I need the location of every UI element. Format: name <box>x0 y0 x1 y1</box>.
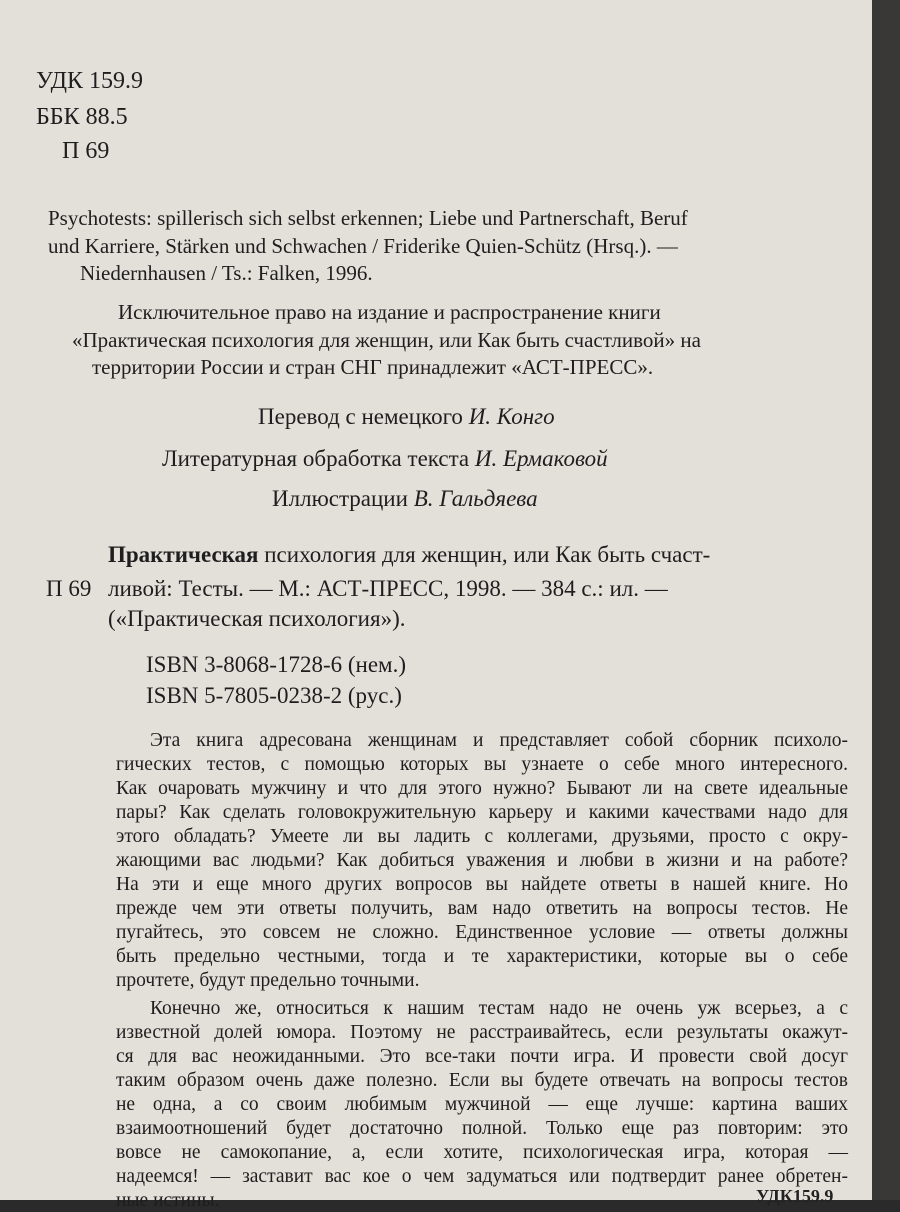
translation-label: Перевод с немецкого <box>258 404 463 429</box>
annotation-line: пары? Как сделать головокружительную карьеру и какими качествами надо для <box>116 802 848 823</box>
annotation-line: быть предельно честными, тогда и те характеристики, которые вы о себе <box>116 946 848 967</box>
bibliographic-title-bold: Практическая <box>108 542 259 567</box>
annotation-line: Конечно же, относиться к нашим тестам надо не очень уж всерьез, а с <box>150 998 848 1019</box>
illustrations-credit <box>272 486 538 512</box>
book-spine-shadow <box>872 0 900 1200</box>
annotation-line: прочтете, будут предельно точными. <box>116 970 420 991</box>
author-mark: П 69 <box>62 138 110 164</box>
rights-line: «Практическая психология для женщин, или Как быть счастливой» на <box>72 328 701 352</box>
isbn-russian: ISBN 5-7805-0238-2 (рус.) <box>146 683 402 708</box>
annotation-line: На эти и еще много других вопросов вы найдете ответы в нашей книге. Но <box>116 874 848 895</box>
annotation-line: пугайтесь, это совсем не сложно. Единственное условие — ответы должны <box>116 922 848 943</box>
bibliographic-line-3: («Практическая психология»). <box>108 606 406 631</box>
bottom-catalog-fragment: УДК159.9 <box>756 1186 834 1206</box>
annotation-line: этого обладать? Умеете ли вы ладить с коллегами, друзьями, просто с окру- <box>116 826 848 847</box>
translator-name: И. Конго <box>468 404 555 429</box>
annotation-line: таким образом очень даже полезно. Если вы будете отвечать на вопросы тестов <box>116 1070 848 1091</box>
udk-code: УДК 159.9 <box>36 68 143 94</box>
translation-credit <box>258 404 555 430</box>
illustrator-name: В. Гальдяева <box>413 486 538 511</box>
bleed-through-text <box>200 70 206 97</box>
original-edition-line: Psychotests: spillerisch sich selbst erkennen; Liebe und Partnerschaft, Beruf <box>48 206 688 230</box>
rights-line: Исключительное право на издание и распространение книги <box>118 300 661 324</box>
annotation-line: ся для вас неожиданными. Это все-таки почти игра. И провести свой досуг <box>116 1046 848 1067</box>
annotation-line: известной долей юмора. Поэтому не расстраивайтесь, если результаты окажут- <box>116 1022 848 1043</box>
original-edition-line: und Karriere, Stärken und Schwachen / Friderike Quien-Schütz (Hrsq.). — <box>48 234 678 258</box>
annotation-line: вовсе не самокопание, а, если хотите, психологическая игра, которая — <box>116 1142 848 1163</box>
editing-credit <box>162 446 608 472</box>
annotation-line: взаимоотношений будет достаточно полной. Только еще раз повторим: это <box>116 1118 848 1139</box>
bibliographic-title-rest: психология для женщин, или Как быть счаст- <box>264 542 711 567</box>
annotation-line: прежде чем эти ответы получить, вам надо ответить на вопросы тестов. Не <box>116 898 848 919</box>
editing-label: Литературная обработка текста <box>162 446 470 471</box>
annotation-line: надеемся! — заставит вас кое о чем задуматься или подтвердит ранее обретен- <box>116 1166 848 1187</box>
annotation-line: не одна, а со своим любимым мужчиной — еще лучше: картина ваших <box>116 1094 848 1115</box>
annotation-line: жающими вас людьми? Как добиться уважения и любви в жизни и на работе? <box>116 850 848 871</box>
bibliographic-mark: П 69 <box>46 576 92 601</box>
editor-name: И. Ермаковой <box>474 446 608 471</box>
illustrations-label: Иллюстрации <box>272 486 408 511</box>
annotation-line: Как очаровать мужчину и что для этого нужно? Бывают ли на свете идеальные <box>116 778 848 799</box>
annotation-line: гических тестов, с помощью которых вы узнаете о себе много интересного. <box>116 754 848 775</box>
original-edition-line: Niedernhausen / Ts.: Falken, 1996. <box>80 261 373 285</box>
rights-line: территории России и стран СНГ принадлежит «АСТ-ПРЕСС». <box>92 355 654 379</box>
bibliographic-line-1 <box>108 542 710 568</box>
annotation-line: ные истины. <box>116 1190 220 1211</box>
isbn-german: ISBN 3-8068-1728-6 (нем.) <box>146 652 407 677</box>
bbk-code: ББК 88.5 <box>36 104 128 130</box>
annotation-line: Эта книга адресована женщинам и представляет собой сборник психоло- <box>150 730 848 751</box>
bibliographic-line-2: ливой: Тесты. — М.: АСТ-ПРЕСС, 1998. — 384 с.: ил. — <box>108 576 668 601</box>
